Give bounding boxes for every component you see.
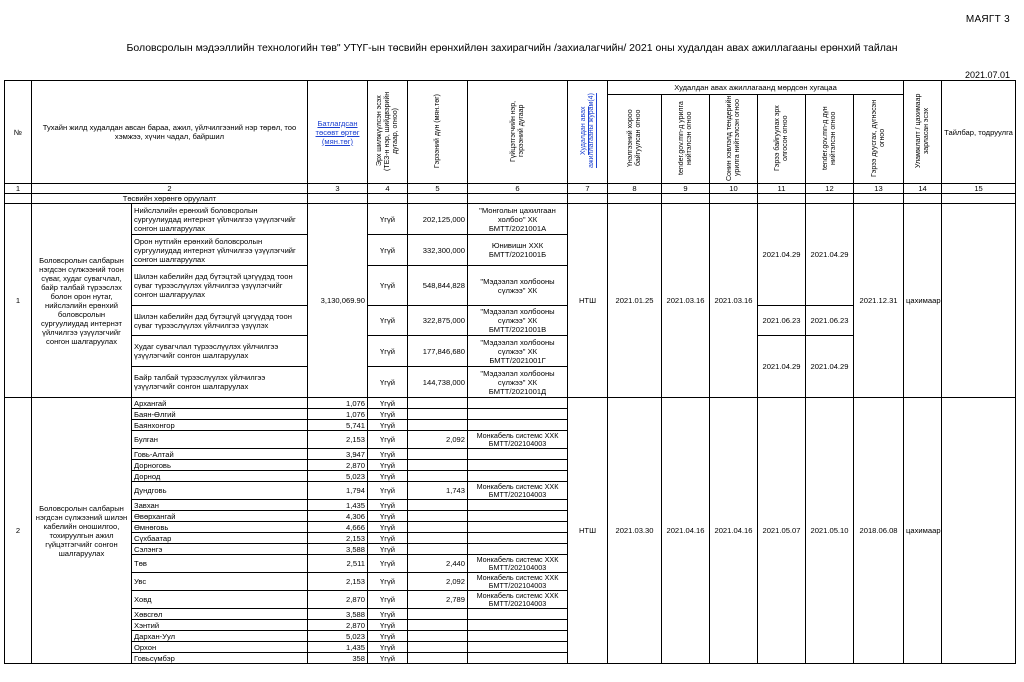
item1-row-value: 202,125,000 bbox=[408, 204, 468, 235]
aimag-contractor bbox=[468, 449, 568, 460]
header-g1-text: Үнэлгээний хороо байгуулсан огноо bbox=[626, 109, 642, 167]
item2-d3: 2021.04.16 bbox=[710, 398, 758, 664]
item1-d4: 2021.04.29 bbox=[758, 204, 806, 306]
aimag-reason: Үгүй bbox=[368, 511, 408, 522]
aimag-reason: Үгүй bbox=[368, 522, 408, 533]
aimag-approved: 2,153 bbox=[308, 573, 368, 591]
aimag-reason: Үгүй bbox=[368, 642, 408, 653]
col-number: 15 bbox=[942, 184, 1016, 194]
aimag-contractor: Монкабель системс ХХК БМТТ/202104003 bbox=[468, 431, 568, 449]
item1-row-value: 144,738,000 bbox=[408, 367, 468, 398]
item1-d1: 2021.01.25 bbox=[608, 204, 662, 398]
aimag-name: Орхон bbox=[132, 642, 308, 653]
aimag-value: 2,092 bbox=[408, 573, 468, 591]
report-date: 2021.07.01 bbox=[964, 70, 1010, 80]
item1-row-name: Шилэн кабелийн дэд бүтэцгүй цэгүүдэд тоон сүваг түрээслүүлэх үйлчилгээ үзүүлэх bbox=[132, 306, 308, 336]
item2-no: 2 bbox=[5, 398, 32, 664]
item1-d4: 2021.04.29 bbox=[758, 336, 806, 398]
item1-d6: 2021.12.31 bbox=[854, 204, 904, 398]
item1-row-reason: Үгүй bbox=[368, 204, 408, 235]
aimag-reason: Үгүй bbox=[368, 533, 408, 544]
item1-ul: цахимаар bbox=[904, 204, 942, 398]
method-link[interactable]: Худалдан авах ажиллагааны журам(4) bbox=[579, 93, 595, 169]
header-contract-value bbox=[408, 81, 468, 184]
aimag-name: Өмнөговь bbox=[132, 522, 308, 533]
aimag-value bbox=[408, 653, 468, 664]
col-number: 13 bbox=[854, 184, 904, 194]
item1-row-reason: Үгүй bbox=[368, 306, 408, 336]
item1-row-contractor: Юнивишн ХХК БМТТ/2021001Б bbox=[468, 235, 568, 266]
col-number: 9 bbox=[662, 184, 710, 194]
item2-d1: 2021.03.30 bbox=[608, 398, 662, 664]
header-contract-value-text: Гэрээний дүн (мян.төг) bbox=[433, 93, 441, 169]
aimag-approved: 5,741 bbox=[308, 420, 368, 431]
header-group: Худалдан авах ажиллагаанд мөрдсөн хугацаа bbox=[608, 81, 904, 95]
aimag-contractor bbox=[468, 609, 568, 620]
aimag-contractor bbox=[468, 533, 568, 544]
aimag-contractor bbox=[468, 398, 568, 409]
table-row bbox=[5, 204, 1016, 235]
col-number: 1 bbox=[5, 184, 32, 194]
item2-d2: 2021.04.16 bbox=[662, 398, 710, 664]
aimag-name: Өвөрхангай bbox=[132, 511, 308, 522]
item1-row-value: 548,844,828 bbox=[408, 266, 468, 306]
item1-d3: 2021.03.16 bbox=[710, 204, 758, 398]
aimag-reason: Үгүй bbox=[368, 409, 408, 420]
aimag-approved: 3,947 bbox=[308, 449, 368, 460]
item1-row-name: Орон нутгийн ерөнхий боловсролын сургуулиудад интернэт үйлчилгээ үзүүлэгчийг сонгон шалгаруулах bbox=[132, 235, 308, 266]
item1-d5: 2021.04.29 bbox=[806, 204, 854, 306]
item1-d5: 2021.06.23 bbox=[806, 306, 854, 336]
section-label: Төсвийн хөрөнгө оруулалт bbox=[32, 194, 308, 204]
aimag-reason: Үгүй bbox=[368, 449, 408, 460]
table-row bbox=[5, 398, 1016, 409]
item1-d5: 2021.04.29 bbox=[806, 336, 854, 398]
item1-row-value: 322,875,000 bbox=[408, 306, 468, 336]
col-number: 5 bbox=[408, 184, 468, 194]
aimag-name: Дорнод bbox=[132, 471, 308, 482]
item1-row-name: Худаг сувагчлал түрээслүүлэх үйлчилгээ үзүүлэгчийг сонгон шалгаруулах bbox=[132, 336, 308, 367]
header-g4 bbox=[758, 95, 806, 184]
aimag-name: Увс bbox=[132, 573, 308, 591]
aimag-value bbox=[408, 420, 468, 431]
aimag-approved: 5,023 bbox=[308, 471, 368, 482]
item1-row-name: Шилэн кабелийн дэд бүтэцтэй цэгүүдэд тоон сүваг түрээслүүлэх үйлчилгээ үзүүлэгчийг сонгон шалгаруулах bbox=[132, 266, 308, 306]
item2-d4: 2021.05.07 bbox=[758, 398, 806, 664]
col-number: 2 bbox=[32, 184, 308, 194]
header-reason-text: Эрх шилжүүлсэн эсэх (ТЕЗ-н нэр, шийдвэрийн дугаар, огноо) bbox=[375, 91, 399, 171]
header-reason bbox=[368, 81, 408, 184]
aimag-value bbox=[408, 609, 468, 620]
aimag-reason: Үгүй bbox=[368, 431, 408, 449]
item1-no: 1 bbox=[5, 204, 32, 398]
aimag-value: 1,743 bbox=[408, 482, 468, 500]
aimag-contractor bbox=[468, 500, 568, 511]
header-ul bbox=[904, 81, 942, 184]
aimag-approved: 2,870 bbox=[308, 591, 368, 609]
aimag-reason: Үгүй bbox=[368, 398, 408, 409]
header-g5 bbox=[806, 95, 854, 184]
aimag-value bbox=[408, 533, 468, 544]
aimag-approved: 5,023 bbox=[308, 631, 368, 642]
item1-row-contractor: "Мэдээлэл холбооны сүлжээ" ХК bbox=[468, 266, 568, 306]
aimag-contractor: Монкабель системс ХХК БМТТ/202104003 bbox=[468, 591, 568, 609]
header-contractor-text: Гүйцэтгэгчийн нэр, гэрээний дугаар bbox=[509, 100, 525, 162]
aimag-reason: Үгүй bbox=[368, 573, 408, 591]
header-contractor bbox=[468, 81, 568, 184]
aimag-reason: Үгүй bbox=[368, 620, 408, 631]
aimag-approved: 1,435 bbox=[308, 500, 368, 511]
item2-d5: 2021.05.10 bbox=[806, 398, 854, 664]
aimag-contractor bbox=[468, 620, 568, 631]
aimag-name: Говь-Алтай bbox=[132, 449, 308, 460]
header-g6 bbox=[854, 95, 904, 184]
annex-label: МАЯГТ 3 bbox=[965, 14, 1010, 25]
aimag-contractor bbox=[468, 511, 568, 522]
aimag-approved: 2,153 bbox=[308, 533, 368, 544]
aimag-approved: 4,666 bbox=[308, 522, 368, 533]
item2-note bbox=[942, 398, 1016, 664]
aimag-name: Ховд bbox=[132, 591, 308, 609]
aimag-contractor bbox=[468, 544, 568, 555]
aimag-name: Төв bbox=[132, 555, 308, 573]
aimag-value bbox=[408, 409, 468, 420]
aimag-value bbox=[408, 642, 468, 653]
aimag-contractor: Монкабель системс ХХК БМТТ/202104003 bbox=[468, 573, 568, 591]
aimag-approved: 2,153 bbox=[308, 431, 368, 449]
item1-row-reason: Үгүй bbox=[368, 336, 408, 367]
aimag-reason: Үгүй bbox=[368, 653, 408, 664]
aimag-reason: Үгүй bbox=[368, 555, 408, 573]
aimag-value bbox=[408, 631, 468, 642]
aimag-contractor bbox=[468, 642, 568, 653]
item1-d2: 2021.03.16 bbox=[662, 204, 710, 398]
header-g6-text: Гэрээ дуусгах, дүгнэсэн огноо bbox=[870, 99, 886, 177]
header-g1 bbox=[608, 95, 662, 184]
item1-row-value: 332,300,000 bbox=[408, 235, 468, 266]
header-ul-text: Уламжлалт / цахимаар зарласан эсэх bbox=[914, 93, 930, 169]
item2-ul: цахимаар bbox=[904, 398, 942, 664]
col-number: 7 bbox=[568, 184, 608, 194]
aimag-name: Говьсүмбэр bbox=[132, 653, 308, 664]
col-number: 12 bbox=[806, 184, 854, 194]
header-g2-text: tender.gov.mn-д урилга нийтэлсэн огноо bbox=[677, 101, 693, 175]
aimag-contractor: Монкабель системс ХХК БМТТ/202104003 bbox=[468, 482, 568, 500]
aimag-reason: Үгүй bbox=[368, 631, 408, 642]
aimag-approved: 2,870 bbox=[308, 460, 368, 471]
item1-method: НТШ bbox=[568, 204, 608, 398]
header-g3 bbox=[710, 95, 758, 184]
aimag-approved: 1,435 bbox=[308, 642, 368, 653]
aimag-approved: 2,511 bbox=[308, 555, 368, 573]
aimag-reason: Үгүй bbox=[368, 482, 408, 500]
col-number: 8 bbox=[608, 184, 662, 194]
col-number: 3 bbox=[308, 184, 368, 194]
aimag-approved: 358 bbox=[308, 653, 368, 664]
aimag-contractor bbox=[468, 409, 568, 420]
aimag-name: Сэлэнгэ bbox=[132, 544, 308, 555]
aimag-value bbox=[408, 544, 468, 555]
aimag-value bbox=[408, 522, 468, 533]
aimag-contractor bbox=[468, 420, 568, 431]
aimag-name: Архангай bbox=[132, 398, 308, 409]
report-title: Боловсролын мэдээллийн технологийн төв" УТҮГ-ын төсвийн ерөнхийлөн захирагчийн /захиалагчийн/ 2021 оны худалдан авах ажиллагааны ерөнхий тайлан bbox=[126, 42, 898, 54]
item1-desc: Боловсролын салбарын нэгдсэн сүлжээний тоон сүваг, худаг сувагчлал, байр талбай түрээслэх болон орон нутаг, нийслэлийн ерөнхий боловсролын сургуулиудад интернэт үйлчилгээ үзүүлэгчийг сонгон шалгаруулах bbox=[32, 204, 132, 398]
aimag-value: 2,092 bbox=[408, 431, 468, 449]
aimag-name: Завхан bbox=[132, 500, 308, 511]
item1-row-name: Нийслэлийн ерөнхий боловсролын сургуулиудад интернэт үйлчилгээ үзүүлэгчийг сонгон шалгаруулах bbox=[132, 204, 308, 235]
aimag-contractor bbox=[468, 460, 568, 471]
header-method bbox=[568, 81, 608, 184]
aimag-reason: Үгүй bbox=[368, 460, 408, 471]
col-number: 14 bbox=[904, 184, 942, 194]
section-row bbox=[5, 194, 1016, 204]
item2-method: НТШ bbox=[568, 398, 608, 664]
aimag-name: Баян-Өлгий bbox=[132, 409, 308, 420]
col-number: 11 bbox=[758, 184, 806, 194]
header-item: Тухайн жилд худалдан авсан бараа, ажил, үйлчилгээний нэр төрөл, тоо хэмжээ, хүчин чадал, байршил bbox=[32, 81, 308, 184]
aimag-name: Баянхонгор bbox=[132, 420, 308, 431]
item1-row-value: 177,846,680 bbox=[408, 336, 468, 367]
header-g2 bbox=[662, 95, 710, 184]
aimag-name: Булган bbox=[132, 431, 308, 449]
item2-desc: Боловсролын салбарын нэгдсэн сүлжээний шилэн кабелийн оношилгоо, тохируулгын ажил гүйцэтгэгчийг сонгон шалгаруулах bbox=[32, 398, 132, 664]
aimag-contractor: Монкабель системс ХХК БМТТ/202104003 bbox=[468, 555, 568, 573]
column-numbers-row bbox=[5, 184, 1016, 194]
header-g4-text: Гэрээ байгуулах эрх олгосон огноо bbox=[773, 105, 789, 171]
aimag-reason: Үгүй bbox=[368, 471, 408, 482]
header-approved bbox=[308, 81, 368, 184]
aimag-name: Сүхбаатар bbox=[132, 533, 308, 544]
aimag-value bbox=[408, 511, 468, 522]
aimag-reason: Үгүй bbox=[368, 609, 408, 620]
report-table bbox=[4, 80, 1016, 664]
aimag-name: Дархан-Уул bbox=[132, 631, 308, 642]
aimag-contractor bbox=[468, 471, 568, 482]
item1-row-reason: Үгүй bbox=[368, 235, 408, 266]
item1-row-contractor: "Мэдээлэл холбооны сүлжээ" ХК БМТТ/2021001Г bbox=[468, 336, 568, 367]
aimag-reason: Үгүй bbox=[368, 544, 408, 555]
item1-row-reason: Үгүй bbox=[368, 367, 408, 398]
item1-approved: 3,130,069.90 bbox=[308, 204, 368, 398]
aimag-contractor bbox=[468, 522, 568, 533]
header-note: Тайлбар, тодруулга bbox=[942, 81, 1016, 184]
aimag-value: 2,789 bbox=[408, 591, 468, 609]
item1-d4: 2021.06.23 bbox=[758, 306, 806, 336]
header-g5-text: tender.gov.mn-д дүн нийтэлсэн огноо bbox=[821, 106, 837, 170]
approved-link[interactable]: Батлагдсан төсөвт өртөг (мян.төг) bbox=[315, 118, 360, 146]
aimag-reason: Үгүй bbox=[368, 591, 408, 609]
aimag-value bbox=[408, 398, 468, 409]
col-number: 6 bbox=[468, 184, 568, 194]
aimag-approved: 1,794 bbox=[308, 482, 368, 500]
aimag-name: Хэнтий bbox=[132, 620, 308, 631]
item1-row-contractor: "Монголын цахилгаан холбоо" ХК БМТТ/2021001А bbox=[468, 204, 568, 235]
item1-row-name: Байр талбай түрээслүүлэх үйлчилгээ үзүүлэгчийг сонгон шалгаруулах bbox=[132, 367, 308, 398]
aimag-approved: 3,588 bbox=[308, 609, 368, 620]
item1-row-reason: Үгүй bbox=[368, 266, 408, 306]
aimag-approved: 2,870 bbox=[308, 620, 368, 631]
aimag-value bbox=[408, 620, 468, 631]
header-g3-text: Сонин хэвлэлд тендерийн урилга нийтэлсэн огноо bbox=[725, 95, 741, 181]
aimag-approved: 1,076 bbox=[308, 409, 368, 420]
aimag-name: Хөвсгөл bbox=[132, 609, 308, 620]
header-no: № bbox=[5, 81, 32, 184]
aimag-contractor bbox=[468, 631, 568, 642]
aimag-name: Дорноговь bbox=[132, 460, 308, 471]
col-number: 4 bbox=[368, 184, 408, 194]
aimag-contractor bbox=[468, 653, 568, 664]
aimag-reason: Үгүй bbox=[368, 500, 408, 511]
aimag-reason: Үгүй bbox=[368, 420, 408, 431]
aimag-value bbox=[408, 471, 468, 482]
aimag-value bbox=[408, 500, 468, 511]
aimag-approved: 4,306 bbox=[308, 511, 368, 522]
aimag-name: Дундговь bbox=[132, 482, 308, 500]
aimag-value bbox=[408, 449, 468, 460]
item1-row-contractor: "Мэдээлэл холбооны сүлжээ" ХК БМТТ/2021001В bbox=[468, 306, 568, 336]
item1-row-contractor: "Мэдээлэл холбооны сүлжээ" ХК БМТТ/2021001Д bbox=[468, 367, 568, 398]
aimag-value: 2,440 bbox=[408, 555, 468, 573]
aimag-value bbox=[408, 460, 468, 471]
item2-d6: 2018.06.08 bbox=[854, 398, 904, 664]
col-number: 10 bbox=[710, 184, 758, 194]
aimag-approved: 3,588 bbox=[308, 544, 368, 555]
aimag-approved: 1,076 bbox=[308, 398, 368, 409]
item1-note bbox=[942, 204, 1016, 398]
